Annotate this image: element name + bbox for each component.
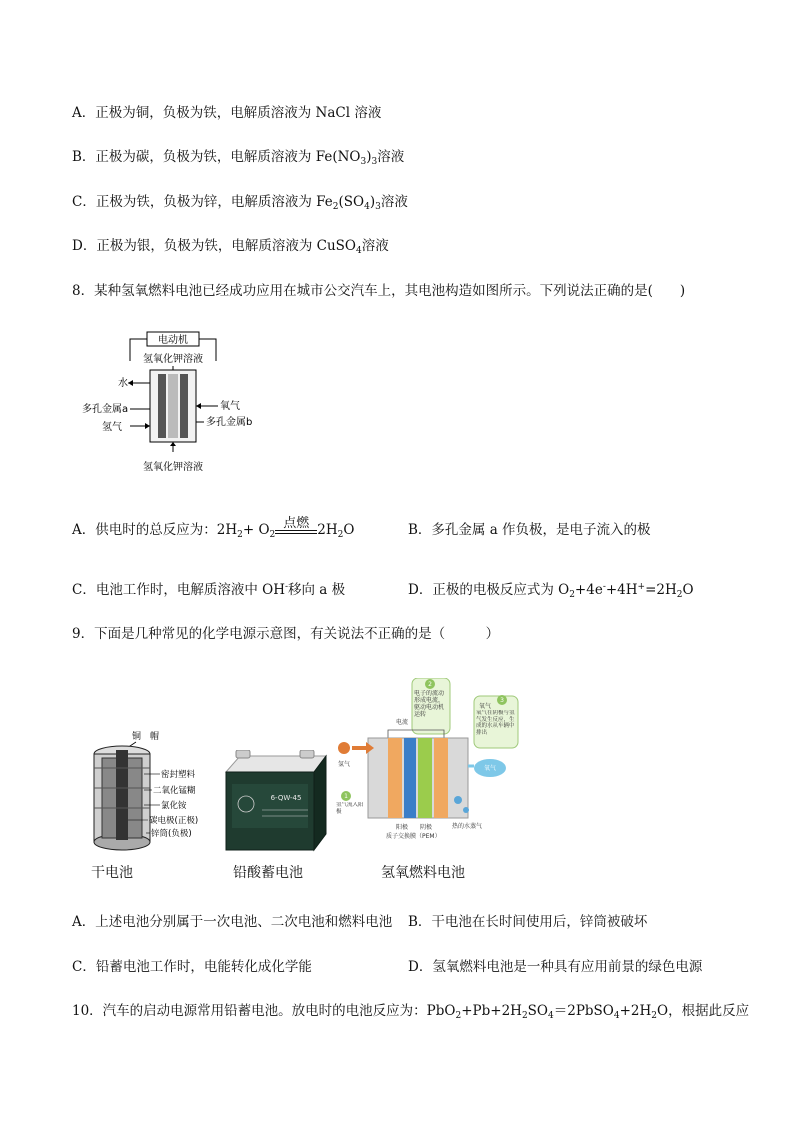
- q9-option-c: C．铅蓄电池工作时，电能转化成化学能: [72, 959, 312, 975]
- q7-option-a: A．正极为铜，负极为铁，电解质溶液为 NaCl 溶液: [72, 105, 382, 121]
- carbon-label: 碳电极(正极): [149, 816, 199, 826]
- q7-option-d: D．正极为银，负极为铁，电解质溶液为 CuSO$_4$溶液: [72, 238, 389, 256]
- q9-option-d: D．氢氧燃料电池是一种具有应用前景的绿色电源: [408, 959, 703, 975]
- koh-bottom-label: 氢氧化钾溶液: [143, 462, 203, 473]
- electrode-b: [180, 374, 188, 438]
- electrolyte: [168, 374, 178, 438]
- o2-cloud-label: 氧气: [484, 765, 497, 772]
- cathode-plate: [418, 738, 432, 818]
- q9-stem: 9．下面是几种常见的化学电源示意图，有关说法不正确的是（ ）: [72, 626, 500, 642]
- metal-b-label: 多孔金属b: [206, 417, 253, 428]
- q8-option-b: B．多孔金属 a 作负极，是电子流入的极: [408, 522, 651, 538]
- current-label: 电流: [396, 719, 409, 726]
- carbon-rod: [116, 750, 128, 840]
- fuel-cell-diagram: [80, 326, 280, 476]
- q8-option-d: D．正极的电极反应式为 $O_2+4e^-+4H^+=2H_2O$: [408, 582, 694, 600]
- electrode-a: [158, 374, 166, 438]
- motor-label: 电动机: [158, 335, 188, 346]
- q8-stem: 8．某种氢氧燃料电池已经成功应用在城市公交汽车上，其电池构造如图所示。下列说法正确的是( ): [72, 283, 686, 299]
- o2-right-top-label: 氧气: [479, 703, 492, 710]
- steam-label: 热的水蒸气: [452, 823, 483, 830]
- reaction-condition-arrow: 点燃: [275, 528, 317, 534]
- nh4cl-label: 氯化铵: [161, 801, 187, 811]
- step2-text: 电子的流动形成电流，驱动电动机运转: [414, 690, 445, 718]
- step3-text: 氧气在阴极与氢气发生反应，生成的水从车辆中排出: [476, 710, 515, 736]
- copper-cap-label: 铜 帽: [132, 732, 160, 742]
- q10-stem: 10．汽车的启动电源常用铅蓄电池。放电时的电池反应为：$PbO_2+Pb+2H_2SO_4=2PbSO_4+2H_2O$，根据此反应: [72, 1003, 750, 1021]
- battery-model-label: 6-QW-45: [270, 794, 302, 802]
- lead-acid-battery-figure: [222, 750, 332, 852]
- q7-option-b: B．正极为碳，负极为铁，电解质溶液为 $Fe(NO_3)_3$溶液: [72, 149, 405, 167]
- svg-text:2: 2: [428, 681, 432, 688]
- q9-option-a: A．上述电池分别属于一次电池、二次电池和燃料电池: [72, 914, 393, 930]
- hydrogen-fuel-cell-figure: [334, 678, 524, 854]
- q9-option-b: B．干电池在长时间使用后，锌筒被破坏: [408, 914, 648, 930]
- terminal-left: [236, 750, 250, 758]
- anode-label: 阳极: [396, 824, 409, 831]
- zinc-label: 锌筒(负极): [151, 829, 192, 839]
- dry-cell-caption: 干电池: [91, 865, 133, 881]
- svg-text:3: 3: [500, 697, 504, 704]
- koh-top-label: 氢氧化钾溶液: [143, 354, 203, 365]
- hydrogen-label: 氢气: [102, 422, 122, 433]
- q7-option-c: C．正极为铁，负极为锌，电解质溶液为 $Fe_2(SO_4)_3$溶液: [72, 194, 408, 212]
- metal-a-label: 多孔金属a: [82, 404, 129, 415]
- q8-option-a: A．供电时的总反应为：$2H_2+ O_2$ 点燃 $2H_2O$: [72, 515, 355, 540]
- terminal-right: [300, 750, 314, 758]
- lead-acid-caption: 铅酸蓄电池: [233, 865, 303, 881]
- h2-label: 氢气: [338, 761, 351, 768]
- svg-text:1: 1: [344, 793, 348, 800]
- pem-membrane: [404, 738, 416, 818]
- q8-option-c: C．电池工作时，电解质溶液中 OH-移向 a 极: [72, 582, 346, 598]
- cathode-label: 阴极: [420, 824, 433, 831]
- mno2-label: 二氧化锰糊: [153, 786, 196, 796]
- oxygen-label: 氧气: [220, 401, 240, 412]
- fuel-cell-caption: 氢氧燃料电池: [381, 865, 465, 881]
- step1-text: 氢气流入阳极: [336, 802, 364, 815]
- water-label: 水: [118, 378, 128, 389]
- seal-label: 密封塑料: [161, 770, 196, 780]
- anode-plate: [388, 738, 402, 818]
- pem-label: 质子交换膜（PEM）: [386, 833, 441, 840]
- dry-cell-figure: [88, 728, 218, 858]
